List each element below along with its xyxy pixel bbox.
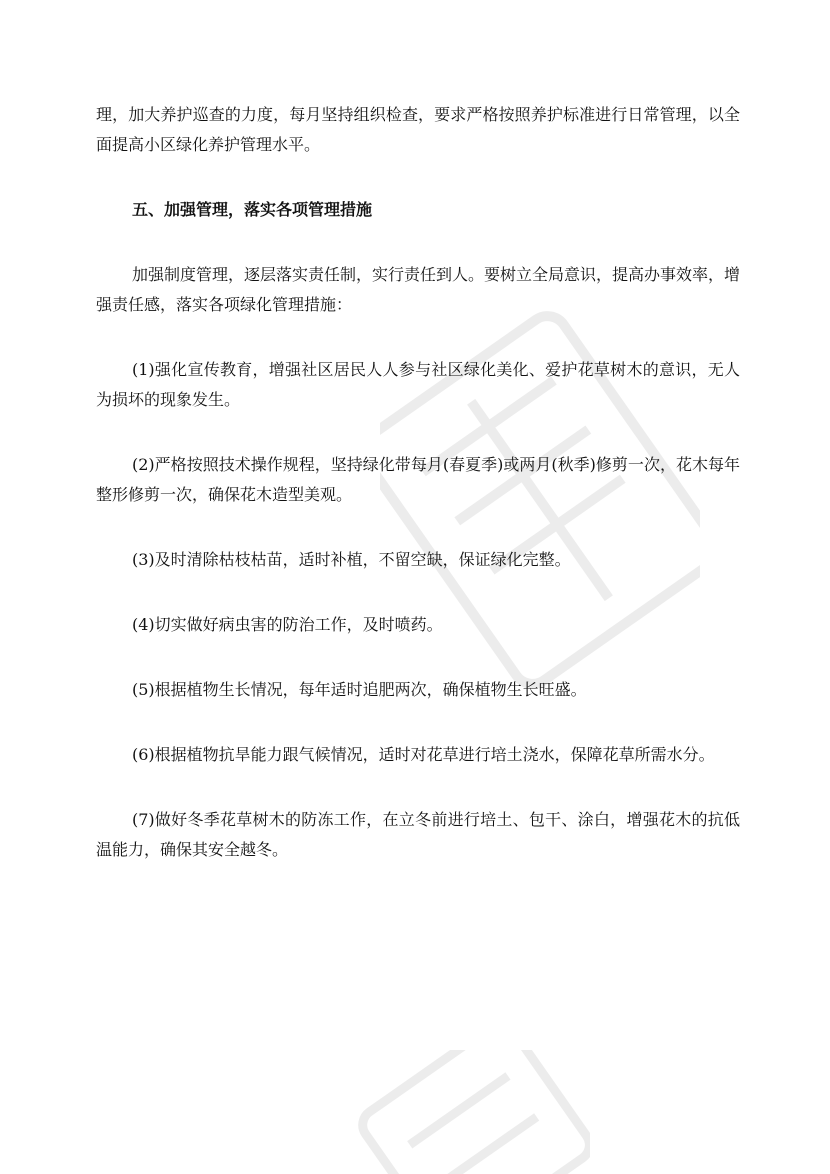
list-item: (6)根据植物抗旱能力跟气候情况，适时对花草进行培土浇水，保障花草所需水分。 bbox=[132, 745, 715, 764]
list-item: (5)根据植物生长情况，每年适时追肥两次，确保植物生长旺盛。 bbox=[132, 680, 587, 699]
list-item: (7)做好冬季花草树木的防冻工作，在立冬前进行培土、包干、涂白，增强花木的抗低温能力，确保其安全越冬。 bbox=[96, 810, 740, 859]
list-item: (4)切实做好病虫害的防治工作，及时喷药。 bbox=[132, 615, 443, 634]
continuation-paragraph: 理，加大养护巡查的力度，每月坚持组织检查，要求严格按照养护标准进行日常管理，以全面提高小区绿化养护管理水平。 bbox=[96, 105, 740, 154]
list-item: (2)严格按照技术操作规程，坚持绿化带每月(春夏季)或两月(秋季)修剪一次，花木每年整形修剪一次，确保花木造型美观。 bbox=[96, 455, 740, 504]
intro-paragraph: 加强制度管理，逐层落实责任制，实行责任到人。要树立全局意识，提高办事效率，增强责任感，落实各项绿化管理措施： bbox=[96, 265, 741, 314]
section-heading: 五、加强管理，落实各项管理措施 bbox=[132, 200, 373, 219]
list-item: (1)强化宣传教育，增强社区居民人人参与社区绿化美化、爱护花草树木的意识，无人为损坏的现象发生。 bbox=[96, 360, 740, 409]
watermark-logo-icon bbox=[330, 1050, 590, 1174]
list-item: (3)及时清除枯枝枯苗，适时补植，不留空缺，保证绿化完整。 bbox=[132, 550, 571, 569]
document-body bbox=[96, 100, 740, 900]
